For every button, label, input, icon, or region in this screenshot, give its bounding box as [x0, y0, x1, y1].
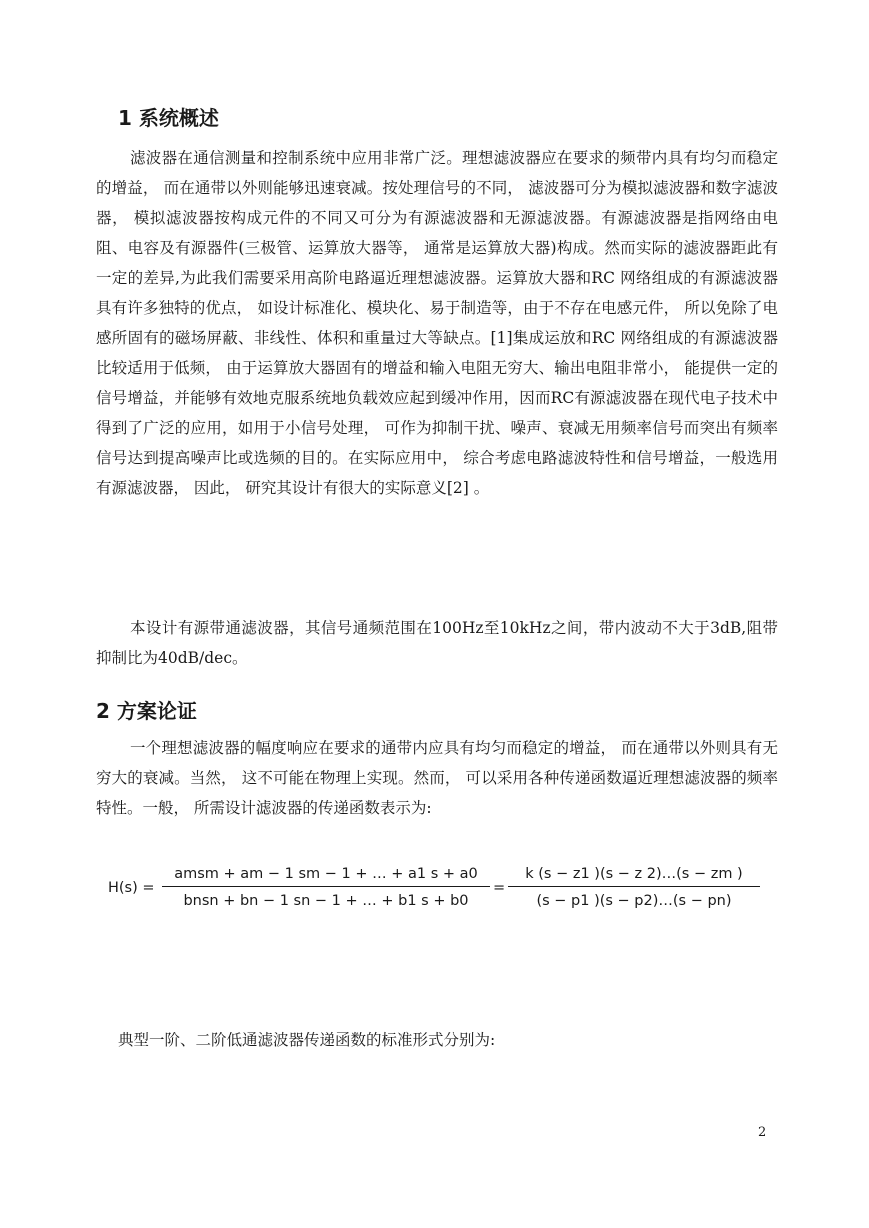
- section-heading-scheme: 2 方案论证: [96, 699, 197, 723]
- transfer-function-formula: [96, 862, 796, 918]
- formula-equals: =: [493, 880, 506, 896]
- factored-denominator: (s − p1 )(s − p2)…(s − pn): [536, 893, 732, 909]
- factored-fraction: [508, 862, 760, 913]
- page-number: 2: [758, 1125, 767, 1140]
- polynomial-numerator: amsm + am − 1 sm − 1 + … + a1 s + a0: [174, 866, 478, 882]
- design-spec-paragraph: 本设计有源带通滤波器，其信号通频范围在100Hz至10kHz之间，带内波动不大于3dB,阻带抑制比为40dB/dec。: [96, 619, 778, 667]
- section-heading-overview: 1 系统概述: [118, 106, 219, 130]
- standard-form-paragraph: 典型一阶、二阶低通滤波器传递函数的标准形式分别为:: [118, 1031, 496, 1049]
- formula-lhs: H(s) =: [108, 880, 155, 896]
- scheme-paragraph: 一个理想滤波器的幅度响应在要求的通带内应具有均匀而稳定的增益， 而在通带以外则具有无穷大的衰减。当然， 这不可能在物理上实现。然而， 可以采用各种传递函数逼近理想滤波器的频率特性。一般， 所需设计滤波器的传递函数表示为:: [96, 739, 778, 817]
- overview-paragraph: 滤波器在通信测量和控制系统中应用非常广泛。理想滤波器应在要求的频带内具有均匀而稳定的增益， 而在通带以外则能够迅速衰减。按处理信号的不同， 滤波器可分为模拟滤波器和数字滤波器， 模拟滤波器按构成元件的不同又可分为有源滤波器和无源滤波器。有源滤波器是指网络由电阻、电容及有源器件(三极管、运算放大器等， 通常是运算放大器)构成。然而实际的滤波器距此有一定的差异,为此我们需要采用高阶电路逼近理想滤波器。运算放大器和RC 网络组成的有源滤波器具有许多独特的优点， 如设计标准化、模块化、易于制造等，由于不存在电感元件， 所以免除了电感所固有的磁场屏蔽、非线性、体积和重量过大等缺点。[1]集成运放和RC 网络组成的有源滤波器比较适用于低频， 由于运算放大器固有的增益和输入电阻无穷大、输出电阻非常小， 能提供一定的信号增益，并能够有效地克服系统地负载效应起到缓冲作用，因而RC有源滤波器在现代电子技术中得到了广泛的应用，如用于小信号处理， 可作为抑制干扰、噪声、衰减无用频率信号而突出有频率信号达到提高噪声比或选频的目的。在实际应用中， 综合考虑电路滤波特性和信号增益，一般选用有源滤波器， 因此， 研究其设计有很大的实际意义[2] 。: [96, 149, 778, 497]
- polynomial-denominator: bnsn + bn − 1 sn − 1 + … + b1 s + b0: [183, 893, 469, 909]
- polynomial-fraction: [162, 862, 490, 913]
- factored-numerator: k (s − z1 )(s − z 2)…(s − zm ): [525, 866, 743, 882]
